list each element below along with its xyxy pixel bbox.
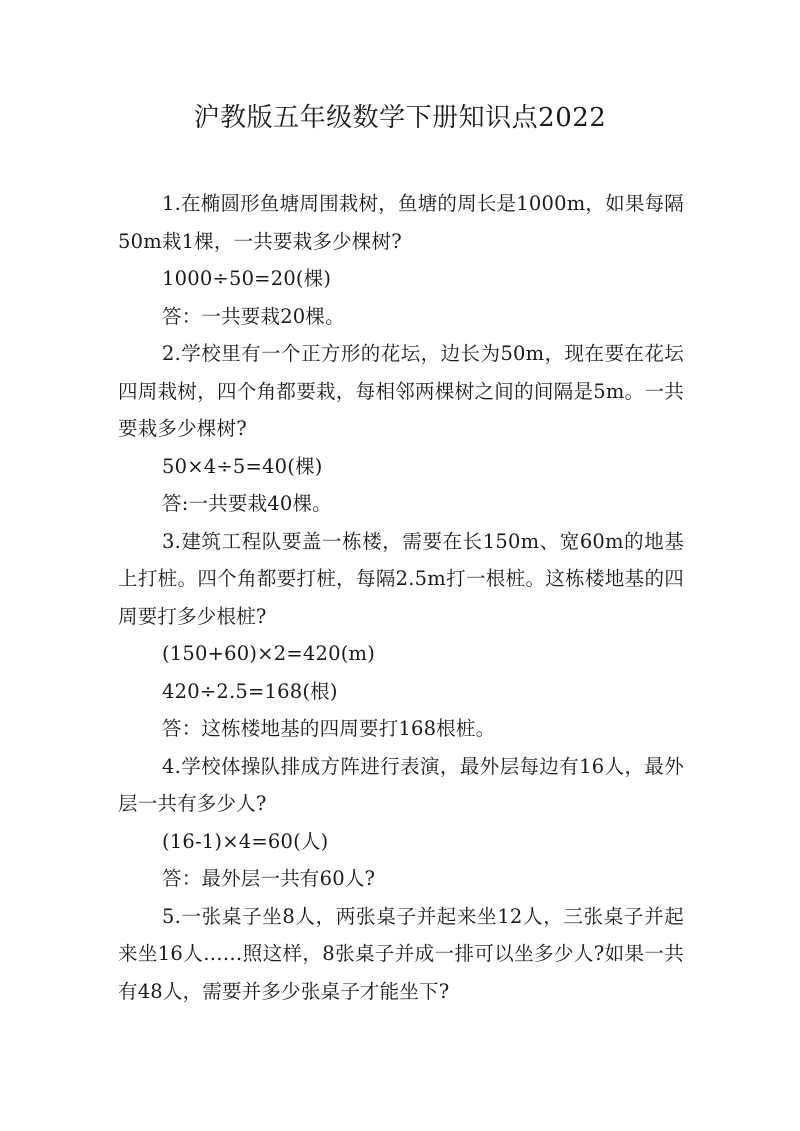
document-body [118, 185, 684, 1010]
problem-3-calculation-step-2: 420÷2.5=168(根) [162, 679, 338, 703]
problem-4-calculation: (16-1)×4=60(人) [162, 829, 329, 853]
page-title: 沪教版五年级数学下册知识点2022 [193, 103, 607, 133]
problem-1-calculation: 1000÷50=20(棵) [162, 267, 332, 290]
problem-1-answer: 答：一共要栽20棵。 [162, 304, 345, 328]
problem-2-calculation: 50×4÷5=40(棵) [162, 454, 323, 478]
problem-2-answer: 答:一共要栽40棵。 [162, 492, 332, 515]
problem-3-answer: 答：这栋楼地基的四周要打168根桩。 [162, 717, 496, 740]
problem-3-calculation-step-1: (150+60)×2=420(m) [162, 642, 375, 665]
problem-5-text: 5.一张桌子坐8人，两张桌子并起来坐12人，三张桌子并起来坐16人……照这样，8张桌子并成一排可以坐多少人?如果一共有48人，需要并多少张桌子才能坐下? [118, 904, 684, 1003]
problem-3-text: 3.建筑工程队要盖一栋楼，需要在长150m、宽60m的地基上打桩。四个角都要打桩，每隔2.5m打一根桩。这栋楼地基的四周要打多少根桩? [118, 529, 684, 628]
problem-2-text: 2.学校里有一个正方形的花坛，边长为50m，现在要在花坛四周栽树，四个角都要栽，每相邻两棵树之间的间隔是5m。一共要栽多少棵树? [118, 342, 684, 440]
problem-1-text: 1.在椭圆形鱼塘周围栽树，鱼塘的周长是1000m，如果每隔50m栽1棵，一共要栽多少棵树? [118, 192, 684, 253]
problem-4-text: 4.学校体操队排成方阵进行表演，最外层每边有16人，最外层一共有多少人? [118, 754, 684, 815]
problem-4-answer: 答：最外层一共有60人? [162, 867, 376, 890]
